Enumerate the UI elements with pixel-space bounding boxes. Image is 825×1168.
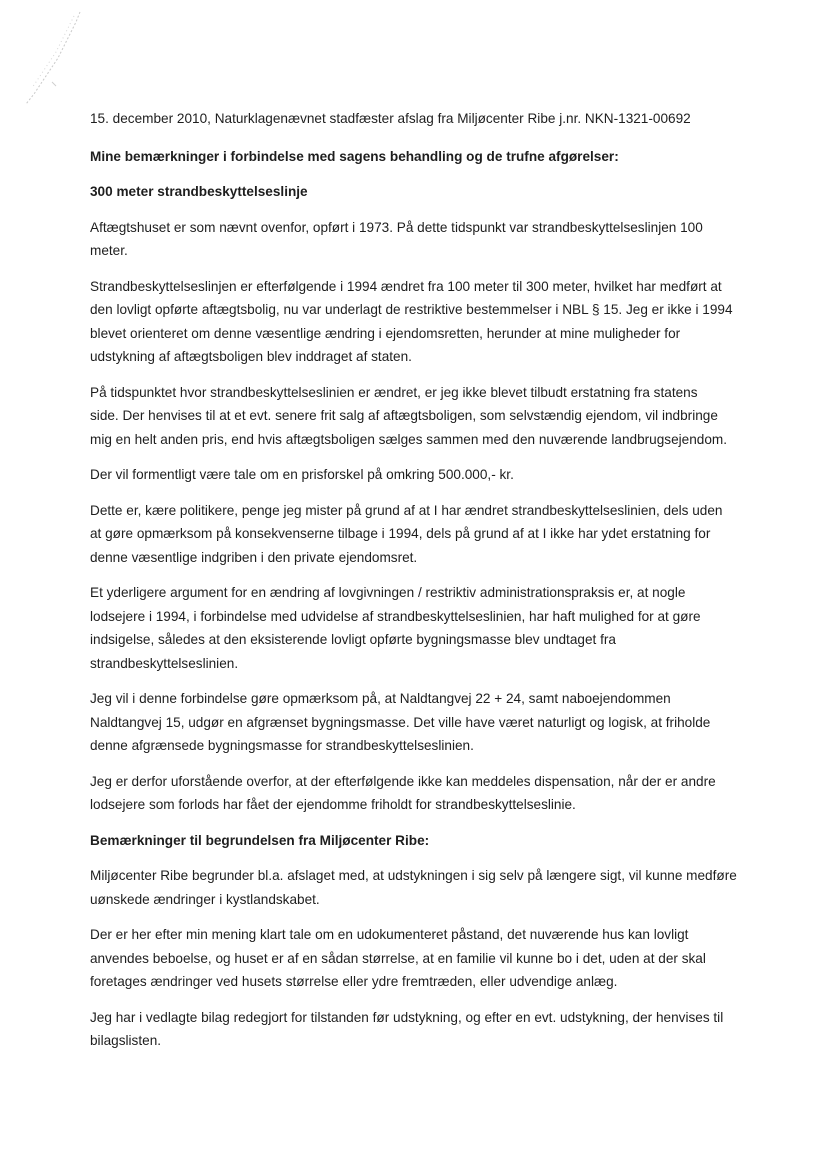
heading-remarks: Mine bemærkninger i forbindelse med sagens behandling og de trufne afgørelser: <box>90 148 619 164</box>
section-comments-paragraphs <box>90 864 737 1053</box>
paragraph-line: denne afgrænsede bygningsmasse for strandbeskyttelseslinien. <box>90 738 474 753</box>
paragraph-line: lodsejere i 1994, i forbindelse med udvidelse af strandbeskyttelseslinien, har haft mulighed for at gøre <box>90 608 701 624</box>
paragraph-line: Dette er, kære politikere, penge jeg mister på grund af at I har ændret strandbeskyttelseslinien, dels uden <box>90 502 723 518</box>
paragraph <box>90 864 737 911</box>
section-300m-paragraphs <box>90 216 733 817</box>
document-page <box>90 107 737 1065</box>
paragraph <box>90 687 730 758</box>
document-header-line: 15. december 2010, Naturklagenævnet stadfæster afslag fra Miljøcenter Ribe j.nr. NKN-1321-00692 <box>90 111 691 126</box>
paragraph-line: Naldtangvej 15, udgør en afgrænset bygningsmasse. Det ville have været naturligt og logisk, at friholde <box>90 714 711 730</box>
paragraph <box>90 499 730 570</box>
paragraph-line: Jeg er derfor uforstående overfor, at der efterfølgende ikke kan meddeles dispensation, når der er andre <box>90 773 716 789</box>
paragraph-line: denne væsentlige indgriben i den private ejendomsret. <box>90 549 418 565</box>
paragraph-line: side. Der henvises til at et evt. senere frit salg af aftægtsboligen, som selvstændig ejendom, vil indbringe <box>90 408 718 423</box>
paragraph-line: strandbeskyttelseslinien. <box>90 655 239 671</box>
paragraph <box>90 1006 730 1053</box>
paragraph-line: meter. <box>90 243 128 258</box>
paragraph-line: at gøre opmærksom på konsekvenserne tilbage i 1994, dels på grund af at I ikke har ydet erstatning for <box>90 526 711 541</box>
paragraph-line: Jeg vil i denne forbindelse gøre opmærksom på, at Naldtangvej 22 + 24, samt naboejendommen <box>90 691 671 706</box>
paragraph-line: Miljøcenter Ribe begrunder bl.a. afslaget med, at udstykningen i sig selv på længere sigt, vil kunne medføre <box>90 868 737 883</box>
paragraph <box>90 275 733 369</box>
paragraph-line: blevet orienteret om denne væsentlige ændring i ejendomsretten, herunder at mine muligheder for <box>90 325 681 341</box>
paragraph-line: Der er her efter min mening klart tale om en udokumenteret påstand, det nuværende hus kan lovligt <box>90 927 689 942</box>
paragraph-line: mig en helt anden pris, end hvis aftægtsboligen sælges sammen med den nuværende landbrugsejendom. <box>90 431 728 447</box>
paragraph-line: bilagslisten. <box>90 1033 162 1048</box>
paragraph-line: Jeg har i vedlagte bilag redegjort for tilstanden før udstykning, og efter en evt. udstykning, der henvises til <box>90 1009 724 1025</box>
paragraph-line: Et yderligere argument for en ændring af lovgivningen / restriktiv administrationspraksis er, at nogle <box>90 585 686 600</box>
paragraph-line: Strandbeskyttelseslinjen er efterfølgende i 1994 ændret fra 100 meter til 300 meter, hvilket har medført at <box>90 278 722 294</box>
paragraph <box>90 463 730 487</box>
paragraph-line: På tidspunktet hvor strandbeskyttelseslinien er ændret, er jeg ikke blevet tilbudt erstatning fra statens <box>90 384 698 400</box>
paragraph <box>90 216 730 263</box>
paragraph <box>90 381 730 452</box>
paragraph-line: uønskede ændringer i kystlandskabet. <box>90 891 320 907</box>
paragraph-line: den lovligt opførte aftægtsbolig, nu var underlagt de restriktive bestemmelser i NBL § 15. Jeg er ikke i 1994 <box>90 302 733 317</box>
heading-comments: Bemærkninger til begrundelsen fra Miljøcenter Ribe: <box>90 832 430 848</box>
paragraph-line: lodsejere som forlods har fået der ejendomme friholdt for strandbeskyttelseslinie. <box>90 797 576 812</box>
paragraph-line: udstykning af aftægtsboligen blev inddraget af staten. <box>90 349 412 364</box>
heading-300m: 300 meter strandbeskyttelseslinje <box>90 184 308 199</box>
paragraph <box>90 770 730 817</box>
paragraph-line: Aftægtshuset er som nævnt ovenfor, opført i 1973. På dette tidspunkt var strandbeskyttelseslinjen 100 <box>90 219 703 235</box>
paragraph <box>90 923 730 994</box>
scan-artifact-mark <box>18 8 98 108</box>
paragraph-line: anvendes beboelse, og huset er af en sådan størrelse, at en familie vil kunne bo i det, uden at der skal <box>90 950 706 966</box>
paragraph <box>90 581 730 675</box>
paragraph-line: Der vil formentligt være tale om en prisforskel på omkring 500.000,- kr. <box>90 467 514 482</box>
paragraph-line: foretages ændringer ved husets størrelse eller ydre fremtræden, eller udvendige anlæg. <box>90 974 618 989</box>
paragraph-line: indsigelse, således at den eksisterende lovligt opførte bygningsmasse blev undtaget fra <box>90 632 616 647</box>
